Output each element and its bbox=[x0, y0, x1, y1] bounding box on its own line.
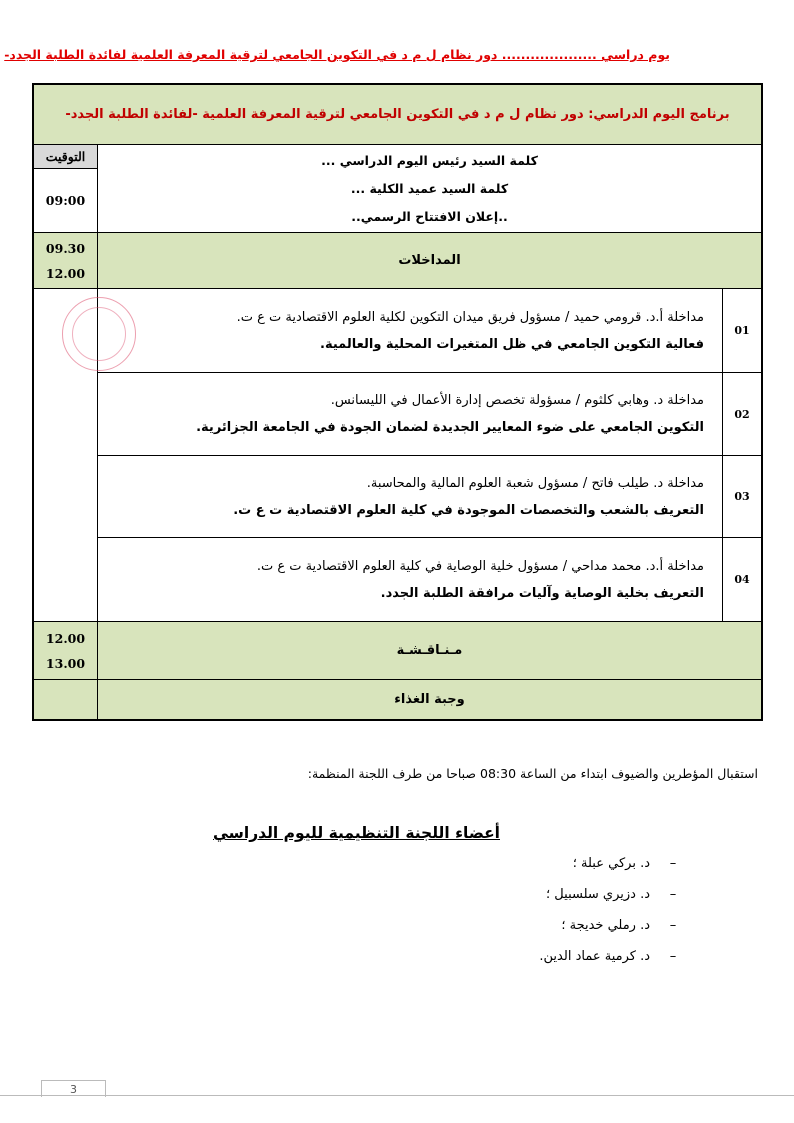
discussion-time-start: 12.00 bbox=[45, 630, 86, 646]
dash-bullet-icon: – bbox=[669, 949, 677, 964]
member-name: د. دزيري سلسبيل ؛ bbox=[546, 887, 650, 902]
lunch-time-cell bbox=[33, 680, 98, 720]
talk-topic: التعريف بخلية الوصاية وآليات مرافقة الطلبة الجدد. bbox=[380, 585, 704, 601]
opening-block bbox=[98, 145, 763, 233]
page-number: 3 bbox=[41, 1080, 106, 1097]
welcome-note: استقبال المؤطرين والضيوف ابتداء من الساعة 08:30 صباحا من طرف اللجنة المنظمة: bbox=[307, 766, 758, 781]
talk-cell bbox=[98, 289, 723, 373]
discussion-time bbox=[33, 622, 98, 680]
list-item bbox=[539, 941, 696, 972]
talk-number: 02 bbox=[723, 373, 763, 456]
session-time-start: 09.30 bbox=[45, 240, 86, 256]
committee-title: أعضاء اللجنة التنظيمية لليوم الدراسي bbox=[213, 824, 500, 842]
member-name: د. كرمية عماد الدين. bbox=[539, 949, 650, 964]
talk-cell bbox=[98, 538, 723, 622]
talk-cell bbox=[98, 456, 723, 538]
program-title: برنامج اليوم الدراسي: دور نظام ل م د في التكوين الجامعي لترقية المعرفة العلمية -لفائدة الطلبة الجدد- bbox=[33, 84, 762, 145]
list-item bbox=[539, 879, 696, 910]
footer-divider bbox=[0, 1095, 794, 1096]
discussion-label: مـنـاقـشـة bbox=[98, 622, 763, 680]
session-time bbox=[33, 233, 98, 289]
talk-number: 04 bbox=[723, 538, 763, 622]
opening-line: كلمة السيد عميد الكلية ... bbox=[350, 180, 509, 196]
lunch-label: وجبة الغذاء bbox=[98, 680, 763, 720]
discussion-time-end: 13.00 bbox=[45, 655, 86, 671]
talk-number: 03 bbox=[723, 456, 763, 538]
document-header: يوم دراسي .................... دور نظام ل م د في التكوين الجامعي لترقية المعرفة العلمية لفائدة الطلبة الجدد- bbox=[4, 47, 670, 62]
committee-list bbox=[539, 848, 696, 972]
talk-cell bbox=[98, 373, 723, 456]
talk-speaker: مداخلة د. طيلب فاتح / مسؤول شعبة العلوم المالية والمحاسبة. bbox=[366, 475, 704, 491]
session-time-end: 12.00 bbox=[45, 265, 86, 281]
talk-number: 01 bbox=[723, 289, 763, 373]
opening-line: ..إعلان الافتتاح الرسمي.. bbox=[351, 208, 508, 224]
dash-bullet-icon: – bbox=[669, 918, 677, 933]
talk-speaker: مداخلة د. وهابي كلثوم / مسؤولة تخصص إدارة الأعمال في الليسانس. bbox=[330, 393, 704, 408]
talk-topic: التكوين الجامعي على ضوء المعايير الجديدة لضمان الجودة في الجامعة الجزائرية. bbox=[196, 420, 704, 435]
time-header: التوقيت bbox=[33, 145, 98, 169]
list-item bbox=[539, 910, 696, 941]
dash-bullet-icon: – bbox=[669, 887, 677, 902]
dash-bullet-icon: – bbox=[669, 856, 677, 871]
talk-speaker: مداخلة أ.د. محمد مداحي / مسؤول خلية الوصاية في كلية العلوم الاقتصادية ت ع ت. bbox=[256, 558, 704, 574]
talk-topic: التعريف بالشعب والتخصصات الموجودة في كلية العلوم الاقتصادية ت ع ت. bbox=[233, 502, 704, 518]
faculty-stamp-inner-ring bbox=[72, 307, 126, 361]
opening-time: 09:00 bbox=[33, 169, 98, 233]
session-label: المداخلات bbox=[98, 233, 763, 289]
talk-speaker: مداخلة أ.د. قرومي حميد / مسؤول فريق ميدان التكوين لكلية العلوم الاقتصادية ت ع ت. bbox=[236, 309, 704, 325]
program-table bbox=[32, 83, 763, 721]
talk-topic: فعالية التكوين الجامعي في ظل المتغيرات المحلية والعالمية. bbox=[320, 336, 704, 352]
list-item bbox=[539, 848, 696, 879]
opening-line: كلمة السيد رئيس اليوم الدراسي ... bbox=[321, 152, 538, 168]
member-name: د. بركي عبلة ؛ bbox=[572, 856, 650, 871]
member-name: د. رملي خديجة ؛ bbox=[561, 918, 650, 933]
